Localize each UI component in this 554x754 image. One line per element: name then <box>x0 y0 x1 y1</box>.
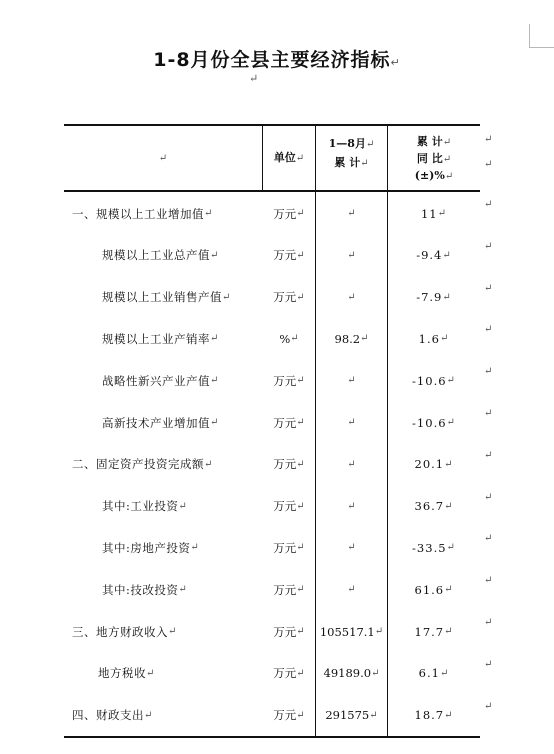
paragraph-mark-icon: ↵ <box>442 137 452 148</box>
header-item <box>64 150 262 167</box>
row-end-mark-icon: ↵ <box>484 658 493 670</box>
row-unit: 万元 ↵ <box>273 248 305 263</box>
paragraph-mark-icon: ↵ <box>296 542 305 554</box>
header-ytd: 1—8月↵ 累 计↵ <box>328 137 375 169</box>
paragraph-mark-icon: ↵ <box>347 417 356 428</box>
paragraph-mark-icon: ↵ <box>374 626 384 637</box>
paragraph-mark-icon: ↵ <box>439 667 450 679</box>
row-end-mark-icon: ↵ <box>484 408 493 419</box>
paragraph-mark-icon: ↵ <box>178 584 188 596</box>
row-ytd-value <box>316 569 387 610</box>
row-label: 其中:技改投资 ↵ <box>102 582 188 597</box>
paragraph-mark-icon: ↵ <box>347 249 356 261</box>
row-end-mark-icon: ↵ <box>484 134 493 145</box>
row-unit: % ↵ <box>279 331 299 346</box>
row-unit: 万元 ↵ <box>273 582 305 597</box>
paragraph-mark-icon: ↵ <box>222 291 231 303</box>
paragraph-mark-icon: ↵ <box>178 500 188 512</box>
paragraph-mark-icon: ↵ <box>444 171 454 182</box>
row-ytd-value: 291575 ↵ <box>325 708 378 723</box>
paragraph-mark-icon: ↵ <box>249 72 259 85</box>
row-yoy-change: -33.5 ↵ <box>412 540 456 555</box>
row-ytd-value <box>316 277 387 318</box>
paragraph-mark-icon: ↵ <box>369 709 378 721</box>
row-end-mark-icon: ↵ <box>484 617 493 628</box>
header-yoy: 累 计↵ 同 比↵ (±)%↵ <box>414 135 454 182</box>
paragraph-mark-icon: ↵ <box>296 709 305 721</box>
row-end-mark-icon: ↵ <box>484 491 493 503</box>
row-unit: 万元 ↵ <box>273 540 305 555</box>
paragraph-mark-icon: ↵ <box>444 626 454 637</box>
row-end-mark-icon: ↵ <box>484 199 493 210</box>
paragraph-mark-icon: ↵ <box>446 417 456 428</box>
table-header-border <box>64 190 480 192</box>
paragraph-mark-icon: ↵ <box>347 542 356 554</box>
paragraph-mark-icon: ↵ <box>296 584 305 596</box>
table-bottom-border <box>64 736 480 738</box>
row-yoy-change: 18.7 ↵ <box>414 708 454 723</box>
paragraph-mark-icon: ↵ <box>204 208 213 219</box>
table-top-border <box>64 124 480 126</box>
paragraph-mark-icon: ↵ <box>360 158 369 169</box>
row-label: 四、财政支出 ↵ <box>72 708 153 723</box>
row-unit: 万元 ↵ <box>273 457 305 472</box>
row-unit: 万元 ↵ <box>273 624 305 639</box>
row-end-mark-icon: ↵ <box>484 159 493 170</box>
paragraph-mark-icon: ↵ <box>290 333 299 345</box>
row-yoy-change: -9.4 ↵ <box>416 248 452 263</box>
table-row <box>64 360 480 401</box>
row-unit: 万元 ↵ <box>273 415 305 430</box>
row-yoy-change: -10.6 ↵ <box>412 415 456 430</box>
table-row <box>64 486 480 527</box>
row-label: 三、地方财政收入 ↵ <box>72 624 177 639</box>
paragraph-mark-icon: ↵ <box>146 667 155 679</box>
row-unit: 万元 ↵ <box>273 708 305 723</box>
row-label: 战略性新兴产业产值 ↵ <box>102 373 219 388</box>
row-unit: 万元 ↵ <box>273 666 305 681</box>
paragraph-mark-icon: ↵ <box>296 500 305 512</box>
row-ytd-value <box>316 235 387 276</box>
row-ytd-value <box>316 360 387 401</box>
paragraph-mark-icon: ↵ <box>210 375 219 387</box>
row-end-mark-icon: ↵ <box>484 324 493 336</box>
row-yoy-change: 6.1 ↵ <box>418 666 450 681</box>
paragraph-mark-icon: ↵ <box>190 542 200 554</box>
table-row <box>64 235 480 276</box>
paragraph-mark-icon: ↵ <box>168 626 177 637</box>
header-unit: 单位↵ <box>273 151 305 164</box>
paragraph-mark-icon: ↵ <box>347 375 356 387</box>
row-yoy-change: 1.6 ↵ <box>418 331 450 346</box>
table-row <box>64 611 480 652</box>
row-yoy-change: -7.9 ↵ <box>416 290 452 305</box>
row-label: 地方税收 ↵ <box>98 666 155 681</box>
paragraph-mark-icon: ↵ <box>158 153 168 164</box>
row-end-mark-icon: ↵ <box>484 240 493 252</box>
row-label: 规模以上工业总产值 ↵ <box>102 248 219 263</box>
paragraph-mark-icon: ↵ <box>295 153 305 164</box>
paragraph-mark-icon: ↵ <box>360 333 369 345</box>
table-row <box>64 444 480 485</box>
table-row <box>64 318 480 359</box>
paragraph-mark-icon: ↵ <box>442 154 452 165</box>
paragraph-mark-icon: ↵ <box>347 584 356 596</box>
paragraph-mark-icon: ↵ <box>442 249 452 261</box>
row-ytd-value <box>316 444 387 485</box>
row-unit: 万元 ↵ <box>273 290 305 305</box>
row-unit: 万元 ↵ <box>273 206 305 221</box>
row-ytd-value: 105517.1 ↵ <box>319 624 384 639</box>
row-ytd-value: 49189.0 ↵ <box>323 666 380 681</box>
row-ytd-value <box>316 193 387 234</box>
paragraph-mark-icon: ↵ <box>442 291 452 303</box>
paragraph-mark-icon: ↵ <box>296 458 305 470</box>
row-end-mark-icon: ↵ <box>484 533 493 545</box>
row-ytd-value: 98.2 ↵ <box>334 331 369 346</box>
row-yoy-change: 36.7 ↵ <box>414 499 454 514</box>
row-yoy-change: 17.7 ↵ <box>414 624 454 639</box>
paragraph-mark-icon: ↵ <box>446 375 456 387</box>
paragraph-mark-icon: ↵ <box>444 584 454 596</box>
paragraph-mark-icon: ↵ <box>210 333 219 345</box>
row-end-mark-icon: ↵ <box>484 366 493 378</box>
row-label: 一、规模以上工业增加值 ↵ <box>72 206 213 221</box>
paragraph-mark-icon: ↵ <box>347 291 356 303</box>
paragraph-mark-icon: ↵ <box>210 249 219 261</box>
row-label: 其中:工业投资 ↵ <box>102 499 188 514</box>
row-unit: 万元 ↵ <box>273 373 305 388</box>
row-ytd-value <box>316 402 387 443</box>
table-row <box>64 193 480 234</box>
row-label: 二、固定资产投资完成额 ↵ <box>72 457 213 472</box>
paragraph-mark-icon: ↵ <box>296 249 305 261</box>
paragraph-mark-icon: ↵ <box>210 417 219 428</box>
paragraph-mark-icon: ↵ <box>365 139 375 150</box>
paragraph-mark-icon: ↵ <box>296 626 305 637</box>
paragraph-mark-icon: ↵ <box>444 709 454 721</box>
row-unit: 万元 ↵ <box>273 499 305 514</box>
row-label: 其中:房地产投资 ↵ <box>102 540 200 555</box>
table-row <box>64 653 480 694</box>
row-label: 规模以上工业销售产值 ↵ <box>102 290 231 305</box>
paragraph-mark-icon: ↵ <box>296 208 305 219</box>
row-yoy-change: -10.6 ↵ <box>412 373 456 388</box>
paragraph-mark-icon: ↵ <box>296 291 305 303</box>
title-text: 1-8月份全县主要经济指标 <box>153 49 391 71</box>
row-label: 规模以上工业产销率 ↵ <box>102 331 219 346</box>
row-end-mark-icon: ↵ <box>484 700 493 712</box>
paragraph-mark-icon: ↵ <box>390 56 401 69</box>
row-ytd-value <box>316 527 387 568</box>
paragraph-mark-icon: ↵ <box>444 500 454 512</box>
table-row <box>64 277 480 318</box>
paragraph-mark-icon: ↵ <box>439 333 450 345</box>
paragraph-mark-icon: ↵ <box>446 542 456 554</box>
economic-indicators-table <box>64 124 480 738</box>
table-row <box>64 695 480 736</box>
table-row <box>64 527 480 568</box>
paragraph-mark-icon: ↵ <box>371 667 380 679</box>
paragraph-mark-icon: ↵ <box>296 667 305 679</box>
paragraph-mark-icon: ↵ <box>444 458 454 470</box>
paragraph-mark-icon: ↵ <box>296 417 305 428</box>
paragraph-mark-icon: ↵ <box>347 458 356 470</box>
paragraph-mark-icon: ↵ <box>437 208 448 219</box>
paragraph-mark-icon: ↵ <box>144 709 153 721</box>
paragraph-mark-icon: ↵ <box>347 208 356 219</box>
row-ytd-value <box>316 486 387 527</box>
paragraph-mark-icon: ↵ <box>296 375 305 387</box>
row-end-mark-icon: ↵ <box>484 575 493 587</box>
document-title <box>0 45 554 72</box>
row-yoy-change: 20.1 ↵ <box>414 457 454 472</box>
row-yoy-change: 11 ↵ <box>420 206 448 221</box>
row-end-mark-icon: ↵ <box>484 282 493 294</box>
table-row <box>64 402 480 443</box>
table-row <box>64 569 480 610</box>
row-label: 高新技术产业增加值 ↵ <box>102 415 219 430</box>
paragraph-mark-icon: ↵ <box>347 500 356 512</box>
paragraph-mark-icon: ↵ <box>204 458 213 470</box>
row-end-mark-icon: ↵ <box>484 449 493 461</box>
row-yoy-change: 61.6 ↵ <box>414 582 454 597</box>
